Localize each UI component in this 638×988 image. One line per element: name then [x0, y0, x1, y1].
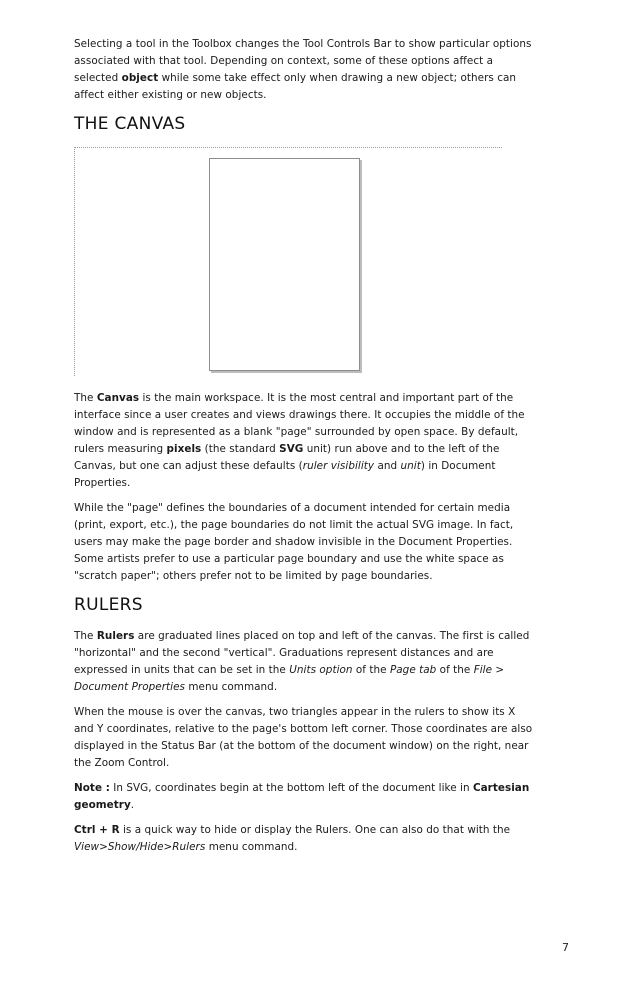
bold-term: pixels — [166, 443, 202, 455]
bold-term: Canvas — [96, 392, 140, 404]
italic-term: Units option — [289, 664, 353, 676]
text-run: ) in Document Properties. — [74, 460, 496, 489]
text-run: (the standard — [201, 443, 280, 455]
text-run: while some take effect only when drawing a new object; others can affect either existing or new objects. — [74, 72, 517, 101]
canvas-page-sheet — [209, 158, 360, 371]
horizontal-ruler — [74, 147, 502, 150]
text-run: menu command. — [205, 841, 298, 853]
rulers-paragraph-1 — [74, 628, 536, 696]
vertical-ruler — [74, 147, 77, 376]
text-run: are graduated lines placed on top and left of the canvas. The first is called "horizontal" and the second "vertical". Graduations represent distances and are expressed in units that can be set in the — [74, 630, 530, 676]
text-run: is the main workspace. It is the most central and important part of the interface since a user creates and views drawings there. It occupies the middle of the window and is represented as a blank "page" surrounded by open space. By default, rulers measuring — [74, 392, 525, 455]
bold-term: Ctrl + R — [74, 824, 120, 836]
document-page — [74, 36, 536, 864]
text-run: In SVG, coordinates begin at the bottom left of the document like in — [109, 782, 473, 794]
italic-term: View>Show/Hide>Rulers — [74, 841, 206, 853]
text-run: . — [130, 799, 135, 811]
intro-paragraph — [74, 36, 536, 104]
canvas-illustration — [74, 147, 502, 376]
text-run: is a quick way to hide or display the Rulers. One can also do that with the — [119, 824, 511, 836]
italic-term: Page tab — [389, 664, 437, 676]
bold-term: object — [121, 72, 159, 84]
text-run: The — [74, 630, 97, 642]
text-run: unit) run above and to the left of the Canvas, but one can adjust these defaults ( — [74, 443, 500, 472]
bold-term: Cartesian geometry — [74, 782, 530, 811]
text-run: and — [374, 460, 401, 472]
italic-term: File > Document Properties — [74, 664, 505, 693]
section-heading-canvas: THE CANVAS — [74, 114, 186, 134]
bold-term: Rulers — [96, 630, 135, 642]
canvas-paragraph-2: While the "page" defines the boundaries of a document intended for certain media (print, export, etc.), the page boundaries do not limit the actual SVG image. In fact, users may make the page border and shadow invisible in the Document Properties. Some artists prefer to use a particular page boundary and use the white space as "scratch paper"; others prefer not to be limited by page boundaries. — [74, 502, 514, 582]
text-run: of the — [436, 664, 474, 676]
rulers-note — [74, 780, 536, 814]
canvas-paragraph-1 — [74, 390, 536, 492]
text-run: Selecting a tool in the Toolbox changes the Tool Controls Bar to show particular options associated with that tool. Depending on context, some of these options affect a selected — [74, 38, 532, 84]
rulers-shortcut — [74, 822, 536, 856]
rulers-paragraph-2: When the mouse is over the canvas, two triangles appear in the rulers to show its X and Y coordinates, relative to the page's bottom left corner. Those coordinates are also displayed in the Status Bar (at the bottom of the document window) on the right, near the Zoom Control. — [74, 706, 533, 769]
text-run: of the — [352, 664, 390, 676]
section-heading-rulers: RULERS — [74, 595, 143, 615]
bold-term: SVG — [279, 443, 304, 455]
text-run: The — [74, 392, 97, 404]
page-number: 7 — [562, 941, 569, 954]
bold-term: Note : — [74, 782, 110, 794]
italic-term: ruler visibility — [302, 460, 375, 472]
italic-term: unit — [400, 460, 421, 472]
text-run: menu command. — [185, 681, 278, 693]
